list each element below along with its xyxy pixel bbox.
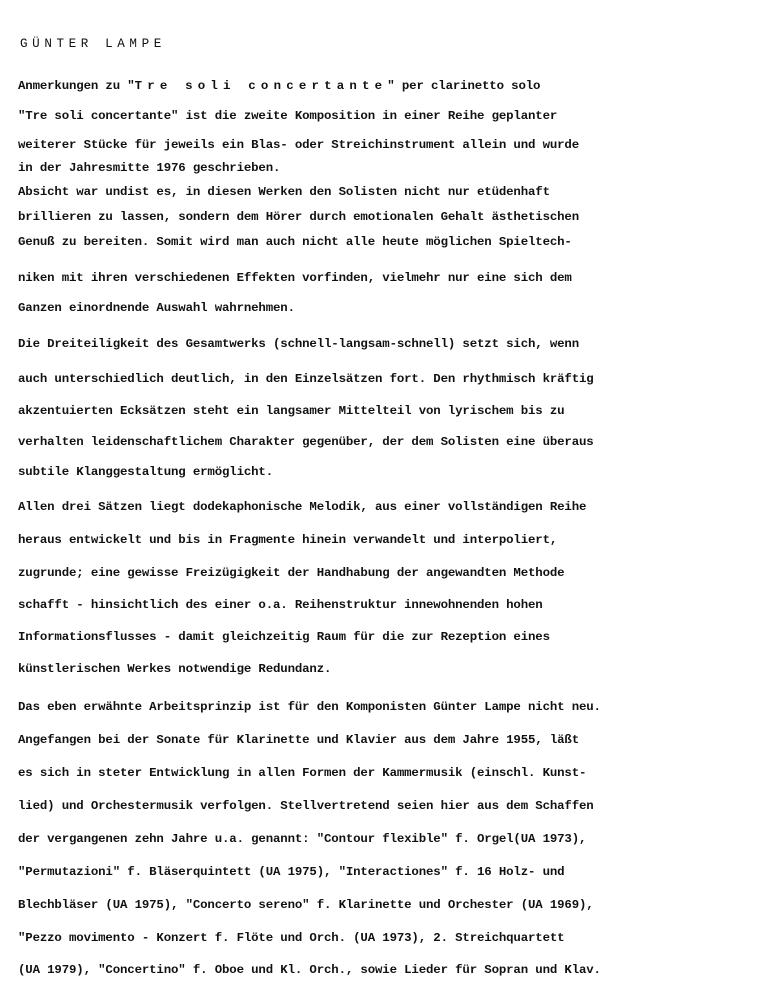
text-line: der vergangenen zehn Jahre u.a. genannt: "Contour flexible" f. Orgel(UA 1973), — [18, 832, 587, 846]
text-line: weiterer Stücke für jeweils ein Blas- oder Streichinstrument allein und wurde — [18, 138, 579, 152]
text-line: Die Dreiteiligkeit des Gesamtwerks (schnell-langsam-schnell) setzt sich, wenn — [18, 337, 579, 351]
text-line: akzentuierten Ecksätzen steht ein langsamer Mittelteil von lyrischem bis zu — [18, 404, 565, 418]
text-line: Genuß zu bereiten. Somit wird man auch nicht alle heute möglichen Spieltech- — [18, 235, 572, 249]
text-line: Allen drei Sätzen liegt dodekaphonische Melodik, aus einer vollständigen Reihe — [18, 500, 587, 514]
text-line: Angefangen bei der Sonate für Klarinette und Klavier aus dem Jahre 1955, läßt — [18, 733, 579, 747]
text-line: heraus entwickelt und bis in Fragmente hinein verwandelt und interpoliert, — [18, 533, 558, 547]
text-line: Das eben erwähnte Arbeitsprinzip ist für den Komponisten Günter Lampe nicht neu. — [18, 700, 601, 714]
text-line: Blechbläser (UA 1975), "Concerto sereno" f. Klarinette und Orchester (UA 1969), — [18, 898, 594, 912]
heading-title: Tre soli concertante — [134, 79, 388, 93]
author-name: GÜNTER LAMPE — [20, 37, 166, 51]
heading-prefix: Anmerkungen zu " — [18, 79, 135, 93]
text-line: in der Jahresmitte 1976 geschrieben. — [18, 161, 281, 175]
text-line: "Pezzo movimento - Konzert f. Flöte und Orch. (UA 1973), 2. Streichquartett — [18, 931, 565, 945]
text-line: zugrunde; eine gewisse Freizügigkeit der Handhabung der angewandten Methode — [18, 566, 565, 580]
heading-suffix: " per clarinetto solo — [387, 79, 541, 93]
text-line: künstlerischen Werkes notwendige Redundanz. — [18, 662, 332, 676]
text-line: brillieren zu lassen, sondern dem Hörer durch emotionalen Gehalt ästhetischen — [18, 210, 579, 224]
text-line: verhalten leidenschaftlichem Charakter gegenüber, der dem Solisten eine überaus — [18, 435, 594, 449]
text-line: "Permutazioni" f. Bläserquintett (UA 1975), "Interactiones" f. 16 Holz- und — [18, 865, 565, 879]
text-line: (UA 1979), "Concertino" f. Oboe und Kl. Orch., sowie Lieder für Sopran und Klav. — [18, 963, 601, 977]
text-line: auch unterschiedlich deutlich, in den Einzelsätzen fort. Den rhythmisch kräftig — [18, 372, 594, 386]
text-line: Absicht war undist es, in diesen Werken den Solisten nicht nur etüdenhaft — [18, 185, 550, 199]
text-line: schafft - hinsichtlich des einer o.a. Reihenstruktur innewohnenden hohen — [18, 598, 543, 612]
text-line: lied) und Orchestermusik verfolgen. Stellvertretend seien hier aus dem Schaffen — [18, 799, 594, 813]
text-line: "Tre soli concertante" ist die zweite Komposition in einer Reihe geplanter — [18, 109, 558, 123]
document-heading — [18, 79, 540, 93]
text-line: Ganzen einordnende Auswahl wahrnehmen. — [18, 301, 295, 315]
text-line: niken mit ihren verschiedenen Effekten vorfinden, vielmehr nur eine sich dem — [18, 271, 572, 285]
text-line: es sich in steter Entwicklung in allen Formen der Kammermusik (einschl. Kunst- — [18, 766, 587, 780]
text-line: Informationsflusses - damit gleichzeitig Raum für die zur Rezeption eines — [18, 630, 550, 644]
text-line: subtile Klanggestaltung ermöglicht. — [18, 465, 273, 479]
